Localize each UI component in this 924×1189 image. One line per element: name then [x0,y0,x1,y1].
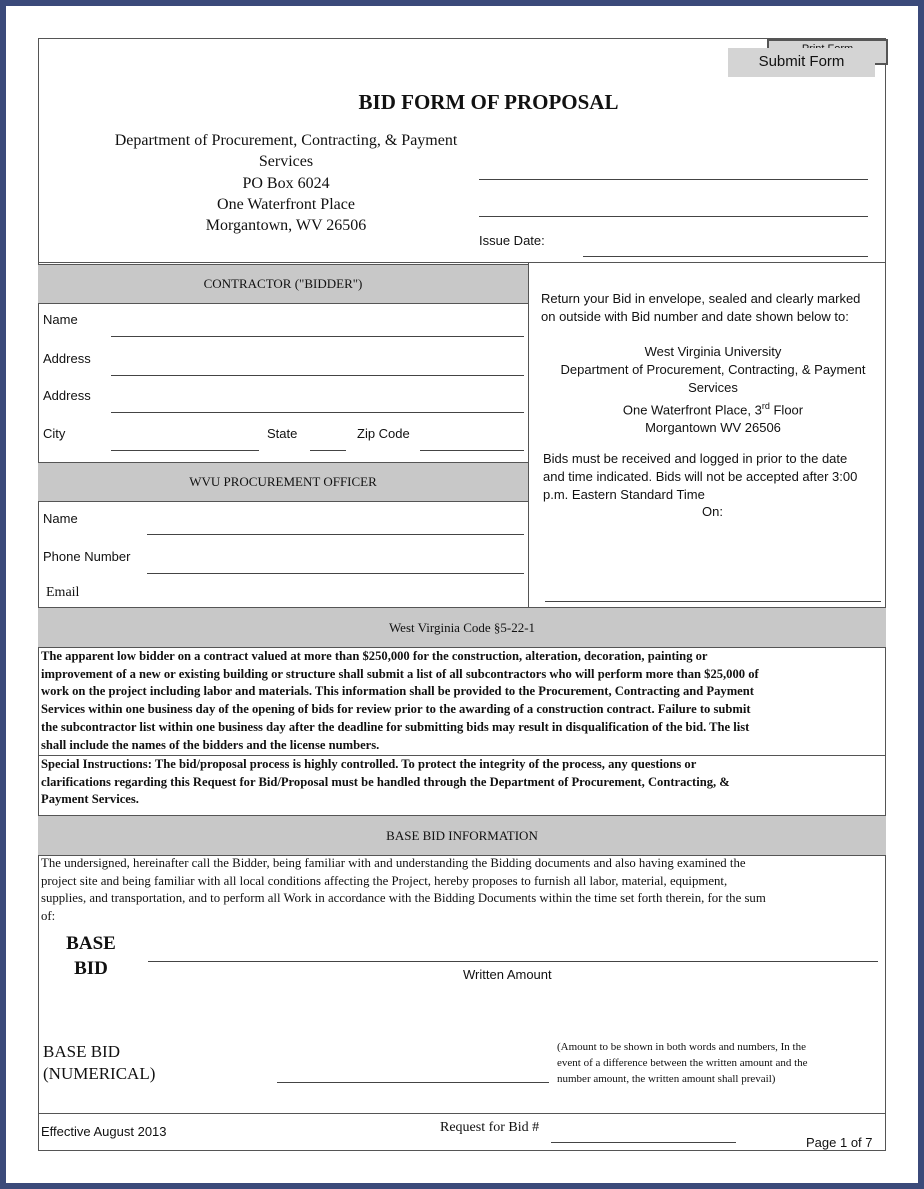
university-name: West Virginia University [644,344,782,359]
effective-date: Effective August 2013 [41,1124,167,1139]
numerical-amount-field[interactable] [277,1082,549,1083]
note-line: (Amount to be shown in both words and numbers, In the [557,1041,806,1053]
issue-date-label: Issue Date: [479,233,545,248]
base-bid-heading: BASE BID INFORMATION [38,815,886,856]
numerical-label [43,1041,155,1085]
officer-email-label: Email [46,585,80,600]
amount-note [557,1039,883,1087]
address-line: Morgantown, WV 26506 [205,217,367,235]
contractor-address2-field[interactable] [111,412,524,413]
street-line [541,397,885,419]
rfb-number-field[interactable] [551,1142,736,1143]
wv-code-line: The apparent low bidder on a contract valued at more than $250,000 for the construction, alteration, decoration, painting or [41,649,708,663]
written-amount-label: Written Amount [463,967,552,982]
officer-name-label: Name [43,511,78,526]
section-divider [38,262,886,263]
header-field-line-1[interactable] [479,179,868,180]
floor-superscript: rd [761,401,770,411]
contractor-address1-field[interactable] [111,375,524,376]
street-text: One Waterfront Place, 3 [622,402,762,418]
deadline-line: and time indicated. Bids will not be accepted after 3:00 [543,469,858,484]
footer-divider [38,1113,886,1114]
wv-code-paragraph [41,648,885,754]
wv-code-line: work on the project including labor and materials. This information shall be provided to the Procurement, Contracting and Payment [41,684,754,699]
contractor-address1-label: Address [43,351,91,366]
contractor-city-label: City [43,426,66,441]
base-word: BASE [66,933,116,954]
contractor-state-field[interactable] [310,450,346,451]
department-line: Services [688,380,738,395]
bid-word: BID [74,958,108,979]
contractor-address2-label: Address [43,388,91,403]
wv-code-heading: West Virginia Code §5-22-1 [38,607,886,648]
rfb-label: Request for Bid # [440,1120,540,1135]
address-line: One Waterfront Place [217,195,355,213]
contractor-heading: CONTRACTOR ("BIDDER") [38,264,528,304]
wv-code-line: Services within one business day of the opening of bids for review prior to the awarding of a construction contract. Failure to submit [41,702,751,717]
page-number: Page 1 of 7 [806,1135,873,1150]
written-amount-field[interactable] [148,961,878,962]
special-line: Payment Services. [41,792,139,807]
floor-word: Floor [769,402,804,418]
officer-phone-label: Phone Number [43,549,131,564]
numerical-line-2: (NUMERICAL) [43,1064,156,1083]
contractor-city-field[interactable] [111,450,259,451]
intro-line: project site and being familiar with all local conditions affecting the Project, hereby proposes to furnish all labor, material, equipment, [41,873,728,888]
deadline-line: p.m. Eastern Standard Time [543,487,705,502]
note-line: number amount, the written amount shall prevail) [557,1073,776,1085]
contractor-zip-field[interactable] [420,450,524,451]
intro-line: of: [41,909,56,924]
contractor-zip-label: Zip Code [357,426,410,441]
on-date-field[interactable] [545,601,881,602]
page-title: BID FORM OF PROPOSAL [358,90,619,114]
deadline-text [543,450,885,504]
return-instructions [541,290,883,326]
address-line: Department of Procurement, Contracting, & Payment [114,132,458,149]
special-line: Special Instructions: The bid/proposal process is highly controlled. To protect the integrity of the process, any questions or [41,757,697,771]
special-line: clarifications regarding this Request for Bid/Proposal must be handled through the Department of Procurement, Contracting, & [41,774,730,789]
intro-line: supplies, and transportation, and to perform all Work in accordance with the Bidding Documents within the time set forth therein, for the sum [41,891,766,906]
on-date-label: On: [702,504,723,519]
officer-heading: WVU PROCUREMENT OFFICER [38,462,528,502]
return-intro-line: Return your Bid in envelope, sealed and clearly marked [541,291,861,306]
issue-date-field[interactable] [583,256,868,257]
note-line: event of a difference between the written amount and the [557,1057,808,1069]
contractor-name-field[interactable] [111,336,524,337]
department-line: Department of Procurement, Contracting, & Payment [560,362,866,377]
special-instructions [41,756,885,809]
wv-code-line: shall include the names of the bidders and the license numbers. [41,737,380,752]
city-line: Morgantown WV 26506 [645,420,781,436]
address-line: PO Box 6024 [242,174,330,192]
column-divider [528,262,529,607]
submit-form-button[interactable]: Submit Form [728,48,875,77]
department-address [90,130,482,236]
officer-name-field[interactable] [147,534,524,535]
return-address [541,343,885,437]
return-intro-line: on outside with Bid number and date shown below to: [541,309,849,324]
wv-code-line: improvement of a new or existing building or structure shall submit a list of all subcontractors who will perform more than $25,000 of [41,666,759,681]
base-bid-label [56,931,126,981]
header-field-line-2[interactable] [479,216,868,217]
officer-phone-field[interactable] [147,573,524,574]
address-line: Services [258,153,314,171]
base-bid-intro [41,855,885,926]
numerical-line-1: BASE BID [43,1042,120,1061]
contractor-state-label: State [267,426,298,441]
wv-code-line: the subcontractor list within one business day after the deadline for submitting bids may result in disqualification of the bid. The list [41,719,750,734]
contractor-name-label: Name [43,312,78,327]
deadline-line: Bids must be received and logged in prior to the date [543,451,848,466]
intro-line: The undersigned, hereinafter call the Bidder, being familiar with and understanding the Bidding documents and also having examined the [41,856,746,870]
